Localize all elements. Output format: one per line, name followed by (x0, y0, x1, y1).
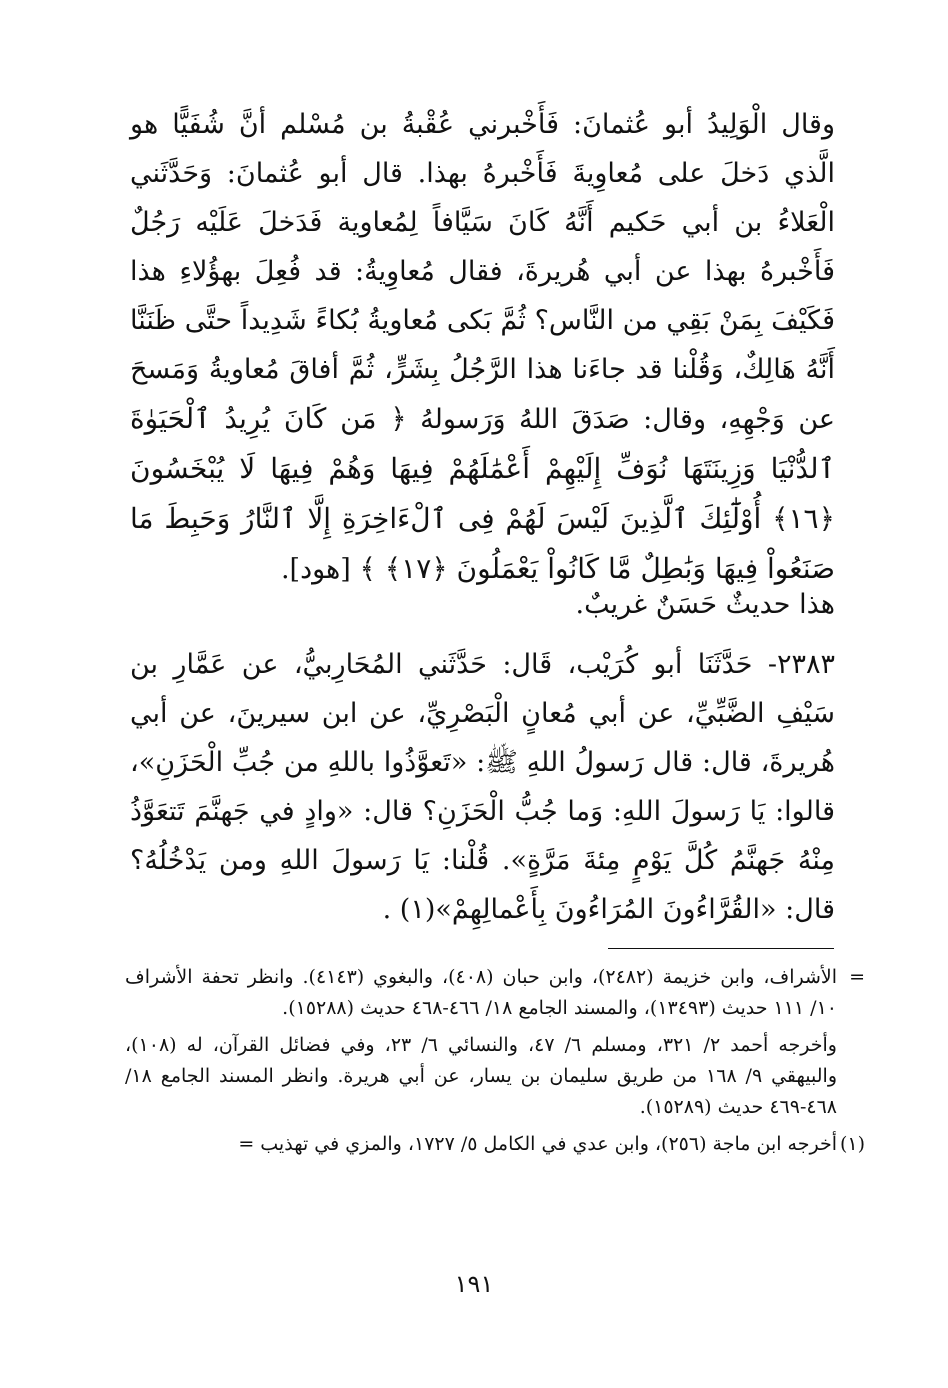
continuation-marker: = (849, 966, 865, 988)
footnote-1 (125, 1129, 865, 1160)
footnote-second-text: وأخرجه أحمد ٢/ ٣٢١، ومسلم ٦/ ٤٧، والنسائي ٦/ ٢٣، وفي فضائل القرآن، له (١٠٨)، والبيهقي ٩/ ١٦٨ من طريق سليمان بن يسار، عن أبي هريرة. وانظر المسند الجامع ١٨/ ٤٦٨-٤٦٩ حديث (١٥٢٨٩). (125, 1034, 837, 1118)
footnote-1-marker: (١) (839, 1133, 865, 1155)
page-number: ١٩١ (454, 1270, 494, 1298)
footnote-second-block (125, 1030, 865, 1123)
hadith-2383: ٢٣٨٣- حَدَّثَنَا أبو كُرَيْب، قَال: حَدَّثَني المُحَارِبيُّ، عن عَمَّارِ بن سَيْفِ الضَّبِّيِّ، عن أبي مُعانٍ الْبَصْرِيِّ، عن ابن سيرينَ، عن أبي هُريرةَ، قال: قال رَسولُ اللهِ ﷺ: «تَعوَّذُوا باللهِ من جُبِّ الْحَزَنِ»، قالوا: يَا رَسولَ اللهِ: وَما جُبُّ الْحَزَنِ؟ قال: «وادٍ في جَهنَّمَ تَتعَوَّذُ مِنْهُ جَهنَّمُ كُلَّ يَوْمٍ مِئةَ مَرَّةٍ». قُلْنا: يَا رَسولَ اللهِ ومن يَدْخُلُهُ؟ قال: «القُرَّاءُونَ المُرَاءُونَ بِأَعْمالِهِمْ»(١) . (130, 649, 835, 925)
footnote-divider (608, 948, 834, 949)
quran-verses-hud: ﴿ مَن كَانَ يُرِيدُ ٱلْحَيَوٰةَ ٱلدُّنْيَا وَزِينَتَهَا نُوَفِّ إِلَيْهِمْ أَعْمَٰلَهُمْ فِيهَا وَهُمْ فِيهَا لَا يُبْخَسُونَ ﴿١٦﴾ أُوْلَٰٓئِكَ ٱلَّذِينَ لَيْسَ لَهُمْ فِى ٱلْءَاخِرَةِ إِلَّا ٱلنَّارُ وَحَبِطَ مَا صَنَعُواْ فِيهَا وَبَٰطِلٌ مَّا كَانُواْ يَعْمَلُونَ ﴿١٧﴾ ﴾ (130, 402, 835, 585)
narration-prose: وقال الْوَلِيدُ أبو عُثمانَ: فَأَخْبرني عُقْبةُ بن مُسْلم أنَّ شُفَيًّا هو الَّذي دَخلَ على مُعاوِيةَ فَأَخْبرهُ بهذا. قال أبو عُثمانَ: وَحَدَّثَني الْعَلاءُ بن أبي حَكيم أَنَّهُ كَانَ سَيَّافاً لِمُعاوية فَدَخلَ عَلَيْه رَجُلٌ فَأَخْبرهُ بهذا عن أبي هُريرةَ، فقال مُعاوِيةُ: قد فُعِلَ بهؤُلاءِ هذا فَكَيْفَ بِمَنْ بَقِي من النَّاس؟ ثُمَّ بَكى مُعاويةُ بُكاءً شَدِيداً حتَّى ظَنَنَّا أَنَّهُ هَالِكٌ، وَقُلْنا قد جاءَنا هذا الرَّجُلُ بِشَرٍّ، ثُمَّ أفاقَ مُعاويةُ وَمَسحَ عن وَجْهِهِ، وقال: صَدَقَ اللهُ وَرَسولهُ (130, 109, 835, 435)
footnote-continuation-text: الأشراف، وابن خزيمة (٢٤٨٢)، وابن حبان (٤٠٨)، والبغوي (٤١٤٣). وانظر تحفة الأشراف ١٠/ ١١١ حديث (١٣٤٩٣)، والمسند الجامع ١٨/ ٤٦٦-٤٦٨ حديث (١٥٢٨٨). (125, 966, 837, 1019)
paragraph-narration-muawiya (130, 100, 835, 594)
footnote-continuation (125, 962, 865, 1024)
surah-reference: [هود]. (280, 554, 351, 585)
footnote-1-text: أخرجه ابن ماجة (٢٥٦)، وابن عدي في الكامل ٥/ ١٧٢٧، والمزي في تهذيب = (238, 1133, 837, 1155)
hadith-grading: هذا حديثٌ حَسَنٌ غريبٌ. (575, 589, 835, 620)
footnotes-section (125, 962, 865, 1166)
